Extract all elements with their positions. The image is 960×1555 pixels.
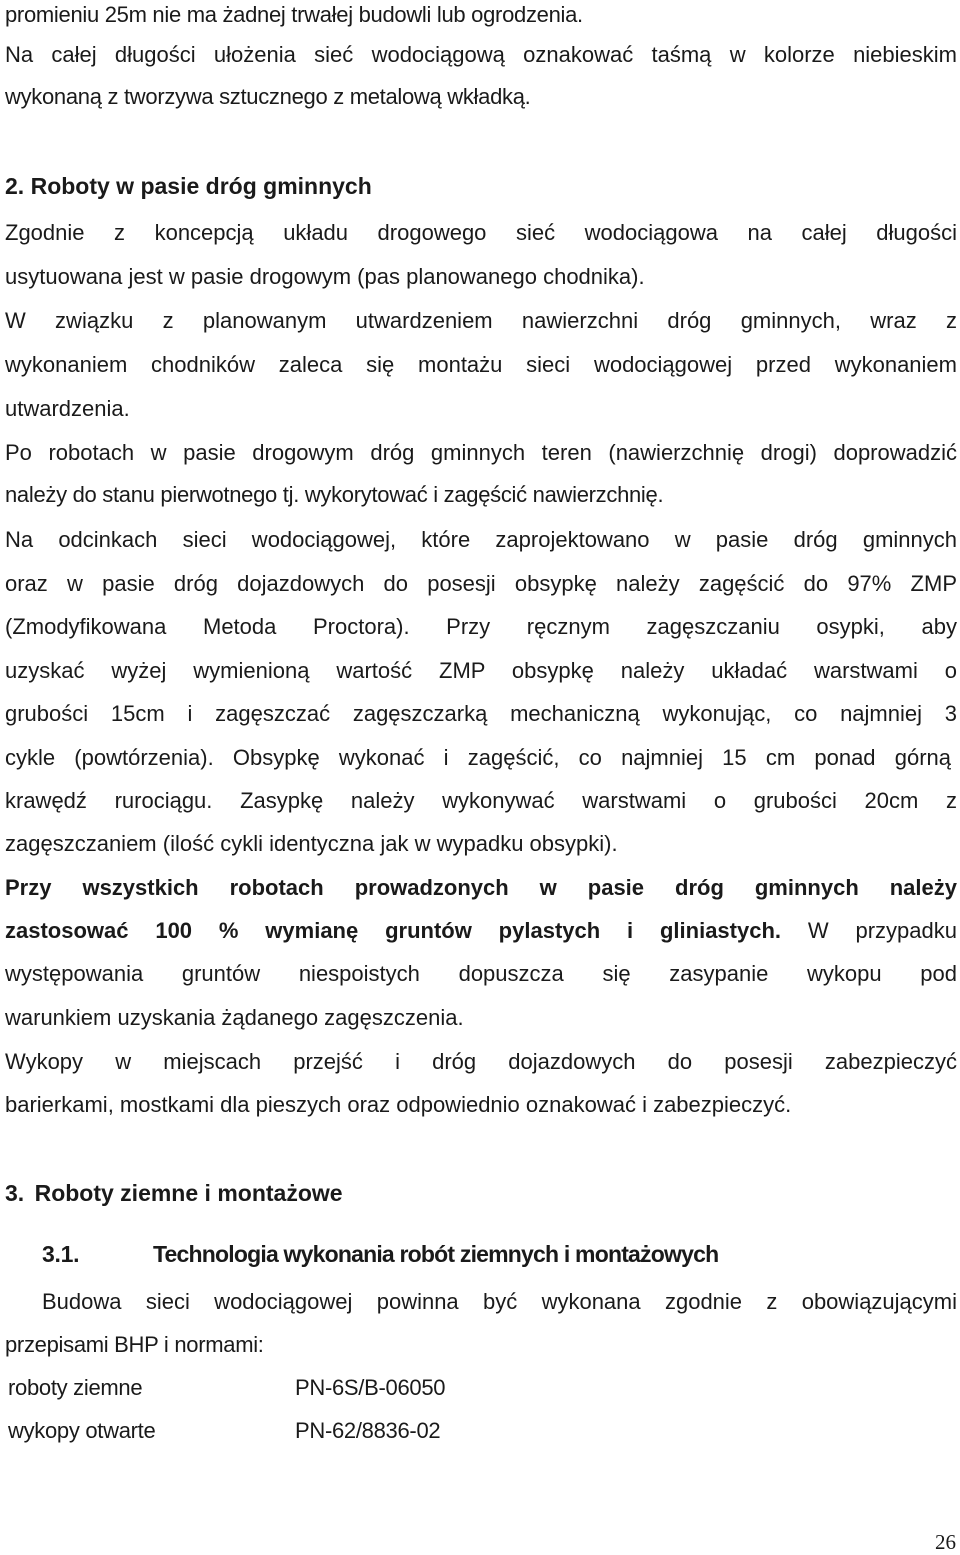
- s2-p5-bold-line-2: zastosować 100 % wymianę gruntów pylastych i gliniastych.: [5, 918, 782, 943]
- s2-p2-line-1: W związku z planowanym utwardzeniem nawierzchni dróg gminnych, wraz z: [5, 308, 957, 333]
- s2-p5-line-3: występowania gruntów niespoistych dopuszcza się zasypanie wykopu pod: [5, 961, 957, 986]
- s2-p1-line-1: Zgodnie z koncepcją układu drogowego sieć wodociągowa na całej długości: [5, 220, 957, 245]
- s2-p4-line-4: uzyskać wyżej wymienioną wartość ZMP obsypkę należy układać warstwami o: [5, 658, 957, 683]
- intro-line-2: Na całej długości ułożenia sieć wodociągową oznakować taśmą w kolorze niebieskim: [5, 42, 957, 67]
- s2-p5-line-4: warunkiem uzyskania żądanego zagęszczenia.: [5, 1005, 464, 1030]
- s2-p3-line-1: Po robotach w pasie drogowym dróg gminnych teren (nawierzchnię drogi) doprowadzić: [5, 440, 957, 465]
- section-2-heading: [5, 173, 372, 199]
- intro-line-3: wykonaną z tworzywa sztucznego z metalową wkładką.: [5, 84, 531, 109]
- section-3-number: 3.: [5, 1180, 25, 1206]
- section-2-number: 2.: [5, 173, 25, 199]
- s3-p1-line-2: przepisami BHP i normami:: [5, 1332, 264, 1357]
- s2-p4-line-1: Na odcinkach sieci wodociągowej, które zaprojektowano w pasie dróg gminnych: [5, 527, 957, 552]
- norm-label-open-trenches: wykopy otwarte: [8, 1418, 156, 1443]
- s2-p3-line-2: należy do stanu pierwotnego tj. wykorytować i zagęścić nawierzchnię.: [5, 482, 664, 507]
- s2-p2-line-3: utwardzenia.: [5, 396, 130, 421]
- norm-code-open-trenches: PN-62/8836-02: [295, 1418, 441, 1443]
- norm-code-earthworks: PN-6S/B-06050: [295, 1375, 446, 1400]
- s2-p4-line-2: oraz w pasie dróg dojazdowych do posesji obsypkę należy zagęścić do 97% ZMP: [5, 571, 957, 596]
- s2-p4-line-7: krawędź rurociągu. Zasypkę należy wykonywać warstwami o grubości 20cm z: [5, 788, 957, 813]
- s2-p5-line-2-rest: W przypadku: [781, 918, 957, 943]
- s2-p6-line-2: barierkami, mostkami dla pieszych oraz odpowiednio oznakować i zabezpieczyć.: [5, 1092, 792, 1117]
- s2-p4-line-6: cykle (powtórzenia). Obsypkę wykonać i zagęścić, co najmniej 15 cm ponad górną: [5, 745, 951, 770]
- norm-label-earthworks: roboty ziemne: [8, 1375, 143, 1400]
- section-3-1-heading: [42, 1241, 718, 1267]
- s2-p5-line-2: [5, 918, 957, 944]
- s2-p2-line-2: wykonaniem chodników zaleca się montażu sieci wodociągowej przed wykonaniem: [5, 352, 957, 377]
- s2-p1-line-2: usytuowana jest w pasie drogowym (pas planowanego chodnika).: [5, 264, 645, 289]
- s2-p6-line-1: Wykopy w miejscach przejść i dróg dojazdowych do posesji zabezpieczyć: [5, 1049, 957, 1074]
- page-number: 26: [935, 1530, 956, 1554]
- s3-p1-line-1: Budowa sieci wodociągowej powinna być wykonana zgodnie z obowiązującymi: [42, 1289, 957, 1314]
- intro-line-1: promieniu 25m nie ma żadnej trwałej budowli lub ogrodzenia.: [5, 2, 583, 27]
- section-3-heading: [5, 1180, 343, 1206]
- section-3-1-title: Technologia wykonania robót ziemnych i montażowych: [153, 1241, 719, 1267]
- s2-p4-line-3: (Zmodyfikowana Metoda Proctora). Przy ręcznym zagęszczaniu osypki, aby: [5, 614, 957, 639]
- s2-p4-line-8: zagęszczaniem (ilość cykli identyczna jak w wypadku obsypki).: [5, 831, 618, 856]
- section-3-title: Roboty ziemne i montażowe: [34, 1180, 343, 1206]
- s2-p4-line-5: grubości 15cm i zagęszczać zagęszczarką mechaniczną wykonując, co najmniej 3: [5, 701, 957, 726]
- section-2-title: Roboty w pasie dróg gminnych: [30, 173, 372, 199]
- section-3-1-number: 3.1.: [42, 1241, 80, 1267]
- s2-p5-bold-line-1: Przy wszystkich robotach prowadzonych w pasie dróg gminnych należy: [5, 875, 957, 900]
